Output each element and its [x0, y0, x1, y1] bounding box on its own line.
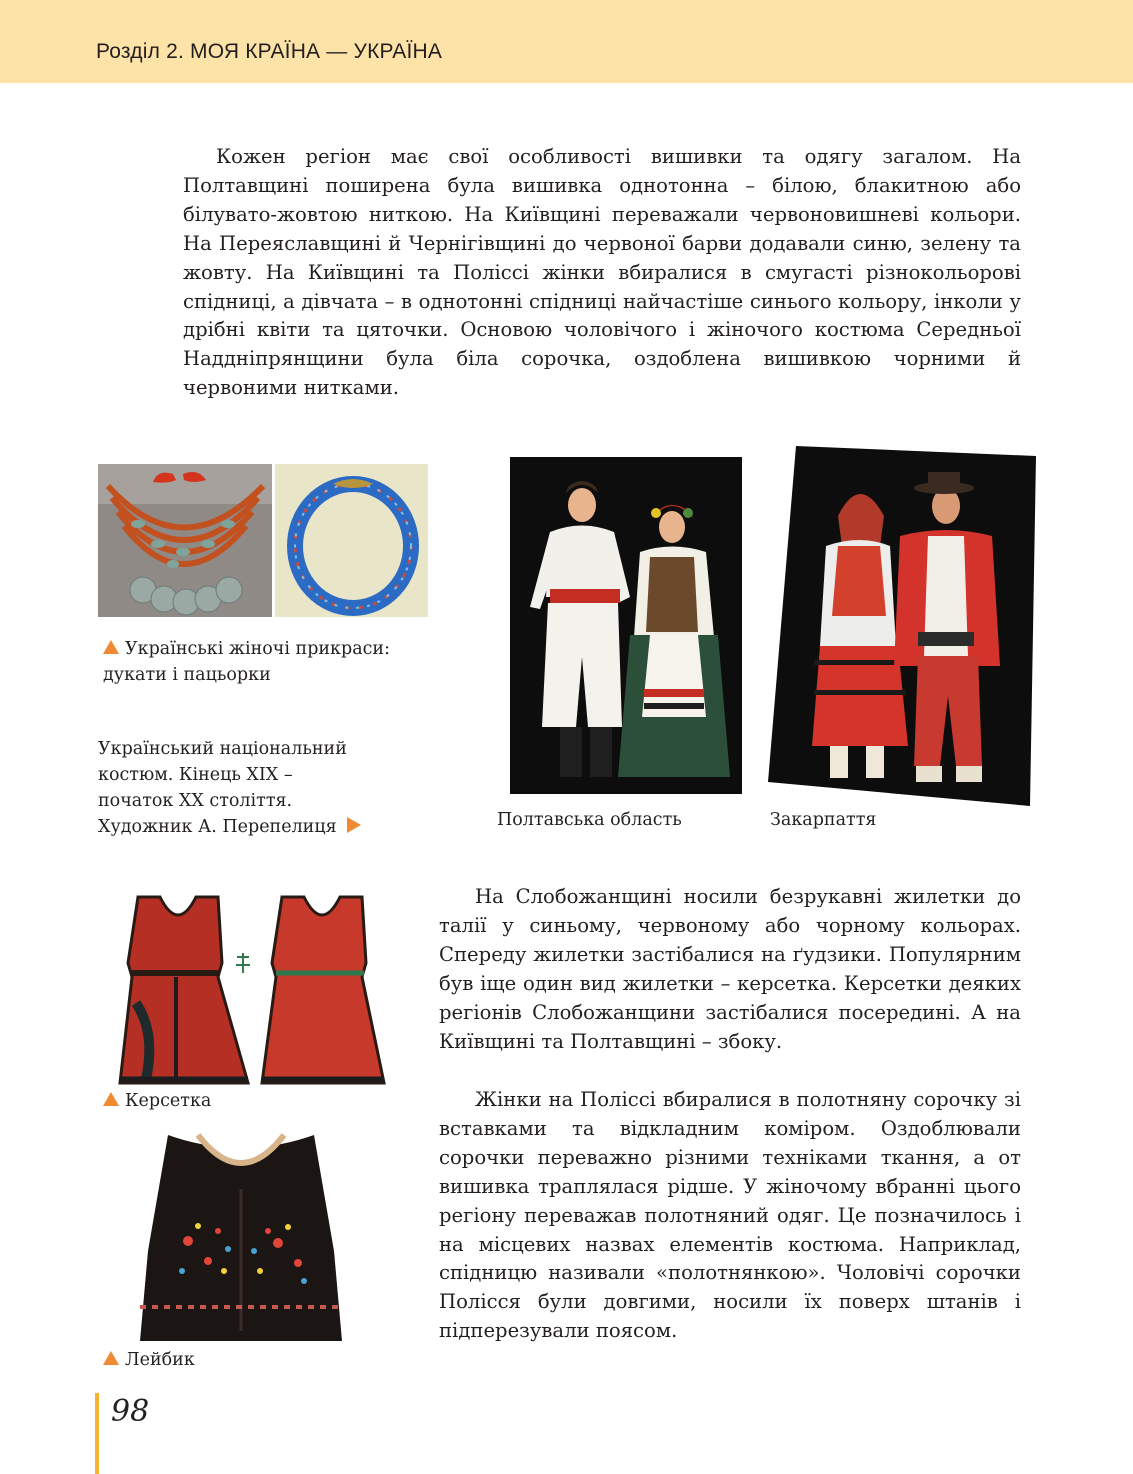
jewelry-caption-line-1: Українські жіночі прикраси:	[125, 639, 390, 659]
leibyk-caption-text: Лейбик	[125, 1350, 195, 1370]
costume-caption-line-2: костюм. Кінець XIX –	[98, 765, 293, 785]
costume-caption	[98, 736, 361, 840]
jewelry-caption	[103, 636, 390, 688]
ducats-necklace-photo	[98, 464, 272, 617]
jewelry-caption-line-2: дукати і пацьорки	[103, 665, 271, 685]
poltava-costume-illustration	[510, 457, 742, 794]
zakarpattia-caption: Закарпаття	[770, 810, 877, 830]
page-number-bar	[95, 1393, 99, 1474]
poltava-caption: Полтавська область	[497, 810, 682, 830]
costume-caption-line-4: Художник А. Перепелиця	[98, 817, 337, 837]
costume-caption-line-1: Український національний	[98, 739, 347, 759]
zakarpattia-costume-illustration	[768, 446, 1036, 806]
triangle-up-icon	[103, 1092, 119, 1106]
intro-paragraph: Кожен регіон має свої особливості вишивки та одягу загалом. На Полтавщині поширена була вишивка однотонна – білою, блакитною або білувато-жовтою ниткою. На Київщині переважали червоновишневі кольори. На Переяславщині й Чернігівщині до червоної барви додавали синю, зелену та жовту. На Київщині та Поліссі жінки вбиралися в смугасті різнокольорові спідниці, а дівчата – в однотонні спідниці найчастіше синього кольору, інколи у дрібні квіти та цяточки. Основою чоловічого і жіночого костюма Середньої Наддніпрянщини була біла сорочка, оздоблена вишивкою чорними й червоними нитками.	[183, 145, 1021, 400]
page-header	[0, 0, 1133, 83]
leibyk-illustration	[128, 1131, 354, 1346]
slobozhanshchyna-paragraph: На Слобожанщині носили безрукавні жилетки до талії у синьому, червоному або чорному кольорах. Спереду жилетки застібалися на ґудзики. Популярним був іще один вид жилетки – керсетка. Керсетки деяких регіонів Слобожанщини застібалися посередині. А на Київщині та Полтавщині – збоку.	[439, 885, 1021, 1053]
kersetka-illustration	[116, 893, 386, 1089]
kersetka-caption	[103, 1088, 211, 1114]
costume-caption-line-3: початок XX століття.	[98, 791, 293, 811]
leibyk-caption	[103, 1347, 195, 1373]
beads-necklace-photo	[275, 464, 428, 617]
triangle-up-icon	[103, 640, 119, 654]
kersetka-caption-text: Керсетка	[125, 1091, 212, 1111]
page-number: 98	[111, 1394, 150, 1429]
triangle-up-icon	[103, 1351, 119, 1365]
chapter-title: Розділ 2. МОЯ КРАЇНА — УКРАЇНА	[96, 40, 443, 63]
triangle-right-icon	[347, 817, 361, 833]
polissia-paragraph: Жінки на Поліссі вбиралися в полотняну сорочку зі вставками та відкладним коміром. Оздоблювали сорочки переважно різними техніками ткання, а от вишивка траплялася рідше. У жіночому вбранні цього регіону переважав полотняний одяг. Це позначилось і на місцевих назвах елементів костюма. Наприклад, спідницю називали «полотнянкою». Чоловічі сорочки Полісся були довгими, носили їх поверх штанів і підперезували поясом.	[439, 1088, 1021, 1343]
